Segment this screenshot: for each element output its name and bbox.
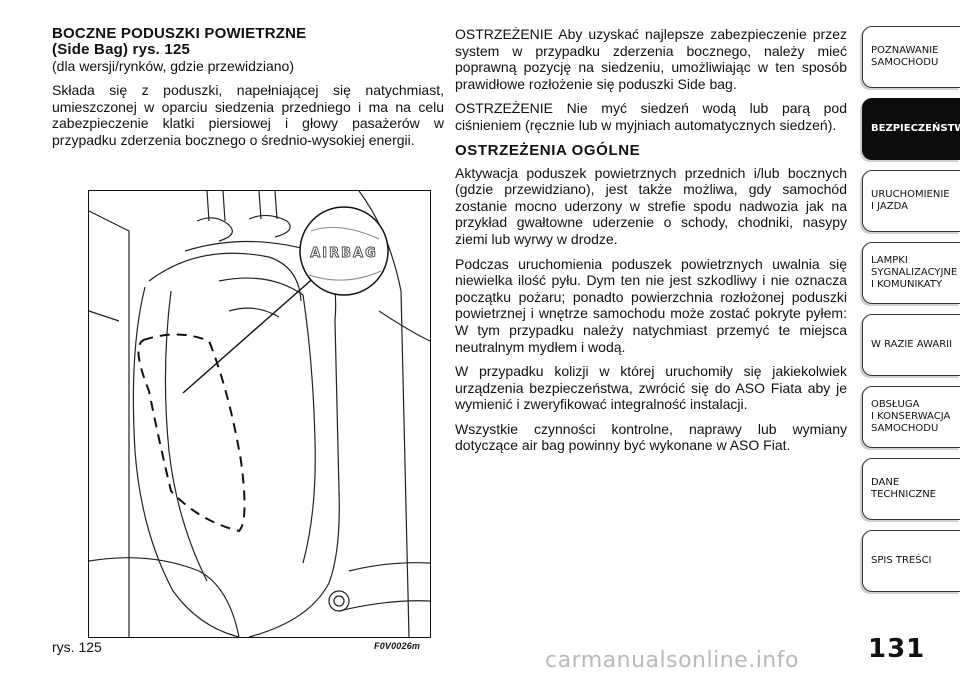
left-column bbox=[52, 26, 444, 156]
general-warning-p2: Podczas uruchomienia poduszek powietrznych uwalnia się niewielka ilość pyłu. Dym ten nie jest szkodliwy i nie oznacza początku pożaru; ponadto powierzchnia rozłożonej poduszki powietrznej i wnętrze samochodu może zostać pokryte pyłem: W tym przypadku należy natychmiast przemyć te miejsca neutralnym mydłem i wodą. bbox=[455, 255, 847, 355]
tab-spis-tresci[interactable]: SPIS TREŚCI bbox=[862, 530, 960, 592]
section-title-ref: (Side Bag) rys. 125 bbox=[52, 41, 191, 58]
general-warning-p1: Aktywacja poduszek powietrznych przednich i/lub bocznych (gdzie przewidziano), jest także możliwa, gdy samochód zostanie mocno uderzony w strefie spodu nadwozia jak na przykład gwałtowne uderzenie o schody, chodniki, nasypy ziemi lub wyrwy w drodze. bbox=[455, 164, 847, 247]
airbag-label: AIRBAG bbox=[310, 246, 378, 261]
section-title: BOCZNE PODUSZKI POWIETRZNE bbox=[52, 25, 307, 42]
figure-caption: rys. 125 bbox=[52, 639, 102, 655]
tab-poznawanie-samochodu[interactable]: POZNAWANIE SAMOCHODU bbox=[862, 26, 960, 88]
seat-illustration bbox=[89, 191, 430, 637]
tab-w-razie-awarii[interactable]: W RAZIE AWARII bbox=[862, 314, 960, 376]
page-number: 131 bbox=[868, 634, 926, 664]
warning-no-steam-cleaning: OSTRZEŻENIE Nie myć siedzeń wodą lub parą pod ciśnieniem (ręcznie lub w myjniach automatycznych siedzeń). bbox=[455, 100, 847, 133]
chapter-tabs bbox=[862, 26, 974, 602]
seat-airbag-figure bbox=[88, 190, 431, 638]
general-warning-p3: W przypadku kolizji w której uruchomiły się jakiekolwiek urządzenia bezpieczeństwa, zwrócić się do ASO Fiata aby je wymienić i zweryfikować integralność instalacji. bbox=[455, 363, 847, 413]
right-column bbox=[455, 26, 847, 462]
leader-line bbox=[183, 275, 317, 393]
watermark: carmanualsonline.info bbox=[545, 648, 799, 673]
tab-uruchomienie-i-jazda[interactable]: URUCHOMIENIE I JAZDA bbox=[862, 170, 960, 232]
tab-dane-techniczne[interactable]: DANE TECHNICZNE bbox=[862, 458, 960, 520]
general-warning-p4: Wszystkie czynności kontrolne, naprawy lub wymiany dotyczące air bag powinny być wykonane w ASO Fiat. bbox=[455, 420, 847, 454]
side-bag-description: Składa się z poduszki, napełniającej się natychmiast, umieszczonej w oparciu siedzenia przedniego i ma na celu zabezpieczenie klatki piersiowej i głowy pasażerów w przypadku zderzenia bocznego o średnio-wysokiej energii. bbox=[52, 82, 444, 148]
tab-obsluga-i-konserwacja[interactable]: OBSŁUGA I KONSERWACJA SAMOCHODU bbox=[862, 386, 960, 448]
tab-lampki-sygnalizacyjne[interactable]: LAMPKI SYGNALIZACYJNE I KOMUNIKATY bbox=[862, 242, 960, 304]
section-subtitle: (dla wersji/rynków, gdzie przewidziano) bbox=[52, 58, 294, 74]
general-warnings-heading: OSTRZEŻENIA OGÓLNE bbox=[455, 141, 641, 159]
tab-bezpieczenstwo[interactable]: BEZPIECZEŃSTWO bbox=[862, 98, 960, 160]
airbag-outline bbox=[138, 334, 244, 531]
figure-code: F0V0026m bbox=[374, 641, 421, 651]
warning-seat-position: OSTRZEŻENIE Aby uzyskać najlepsze zabezpieczenie przez system w przypadku zderzenia bocznego, należy mieć poprawną pozycję na siedzeniu, umożliwiając w ten sposób prawidłowe rozłożenie się poduszki Side bag. bbox=[455, 26, 847, 92]
